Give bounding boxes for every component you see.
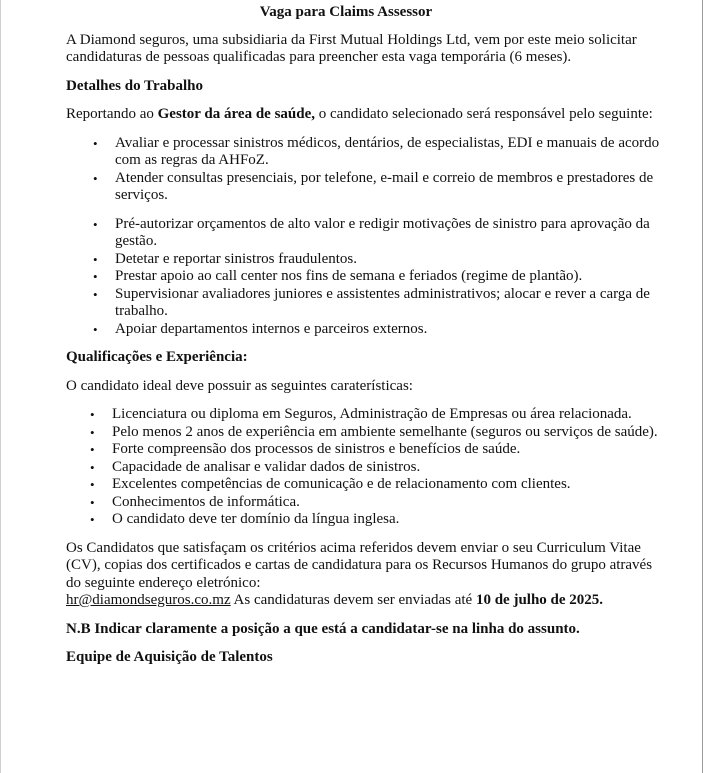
list-item	[66, 424, 666, 442]
qualifications-list	[66, 406, 666, 529]
list-item	[66, 268, 666, 286]
list-item	[66, 135, 666, 170]
nb-note: N.B Indicar claramente a posição a que está a candidatar-se na linha do assunto.	[66, 620, 580, 637]
list-item-text: Avaliar e processar sinistros médicos, dentários, de especialistas, EDI e manuais de acordo com as regras da AHFoZ.	[115, 134, 660, 168]
team-signature: Equipe de Aquisição de Talentos	[66, 649, 273, 665]
responsibilities-list-b	[66, 216, 666, 339]
bullet-icon: •	[90, 494, 95, 510]
list-item	[66, 286, 666, 321]
email-link[interactable]: hr@diamondseguros.co.mz	[66, 592, 231, 608]
list-item	[66, 170, 666, 205]
list-item-text: Conhecimentos de informática.	[112, 493, 300, 510]
bullet-icon: •	[93, 216, 98, 232]
list-item-text: Supervisionar avaliadores juniores e assistentes administrativos; alocar e rever a carga de trabalho.	[115, 285, 650, 319]
list-item-text: Excelentes competências de comunicação e de relacionamento com clientes.	[112, 476, 571, 492]
list-item-text: Capacidade de analisar e validar dados de sinistros.	[112, 458, 421, 475]
page-left-border	[0, 0, 1, 773]
bullet-icon: •	[90, 424, 95, 440]
list-item-text: Atender consultas presenciais, por telefone, e-mail e correio de membros e prestadores de serviços.	[115, 169, 654, 203]
application-paragraph	[66, 540, 666, 610]
details-heading: Detalhes do Trabalho	[66, 77, 203, 94]
intro-paragraph: A Diamond seguros, uma subsidiaria da First Mutual Holdings Ltd, vem por este meio solicitar candidaturas de pessoas qualificadas para preencher esta vaga temporária (6 meses).	[66, 31, 637, 65]
bullet-icon: •	[90, 459, 95, 475]
bullet-icon: •	[93, 286, 98, 302]
list-item	[66, 216, 666, 251]
report-manager: Gestor da área de saúde,	[157, 106, 316, 122]
application-text: Os Candidatos que satisfaçam os critérios acima referidos devem enviar o seu Curriculum Vitae (CV), copias dos certificados e cartas de candidatura para os Recursos Humanos do grupo através do seguinte endereço eletrónico:	[66, 539, 653, 591]
deadline-date: 10 de julho de 2025.	[475, 592, 604, 608]
bullet-icon: •	[93, 269, 98, 284]
document-body	[66, 0, 666, 667]
bullet-icon: •	[90, 477, 95, 492]
bullet-icon: •	[90, 512, 95, 527]
list-item	[66, 459, 666, 477]
list-item-text: Forte compreensão dos processos de sinistros e benefícios de saúde.	[112, 441, 521, 457]
responsibilities-list-a	[66, 135, 666, 205]
report-paragraph	[66, 106, 666, 124]
list-item	[66, 321, 666, 339]
list-item	[66, 494, 666, 512]
list-item-text: Pelo menos 2 anos de experiência em ambiente semelhante (seguros ou serviços de saúde).	[112, 423, 658, 440]
report-suffix: o candidato selecionado será responsável pelo seguinte:	[315, 106, 653, 122]
ideal-candidate-paragraph: O candidato ideal deve possuir as seguintes caraterísticas:	[66, 377, 413, 394]
bullet-icon: •	[90, 442, 95, 457]
bullet-icon: •	[93, 321, 98, 337]
list-item	[66, 441, 666, 459]
list-item	[66, 476, 666, 494]
list-item-text: Licenciatura ou diploma em Seguros, Administração de Empresas ou área relacionada.	[112, 406, 632, 422]
list-item	[66, 406, 666, 424]
list-item-text: Apoiar departamentos internos e parceiros externos.	[115, 320, 428, 337]
qualifications-heading: Qualificações e Experiência:	[66, 349, 248, 365]
list-item-text: Prestar apoio ao call center nos fins de semana e feriados (regime de plantão).	[115, 268, 583, 284]
report-prefix: Reportando ao	[66, 106, 158, 122]
list-item-text: Pré-autorizar orçamentos de alto valor e redigir motivações de sinistro para aprovação da gestão.	[115, 215, 650, 249]
bullet-icon: •	[93, 251, 98, 267]
list-item	[66, 251, 666, 269]
bullet-icon: •	[93, 135, 98, 151]
list-item-text: Detetar e reportar sinistros fraudulentos.	[115, 250, 357, 267]
deadline-prefix: As candidaturas devem ser enviadas até	[230, 592, 476, 608]
list-item-text: O candidato deve ter domínio da língua inglesa.	[112, 511, 400, 527]
document-title: Vaga para Claims Assessor	[259, 4, 433, 20]
bullet-icon: •	[93, 170, 98, 186]
list-item	[66, 511, 666, 529]
bullet-icon: •	[90, 407, 95, 422]
